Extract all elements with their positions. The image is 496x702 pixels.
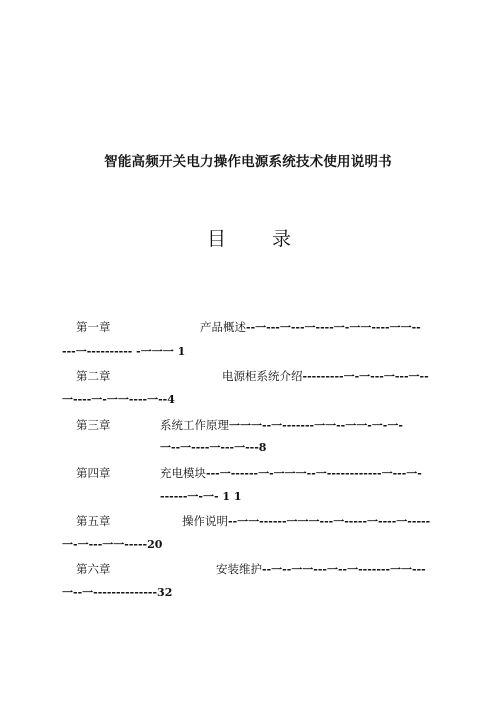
toc-entry-title: 操作说明 — [182, 514, 228, 528]
toc-entry-line2: ---一---------- -一一一 1 — [62, 345, 186, 358]
toc-entry-line2: 一----一-一一----一--4 — [62, 393, 175, 406]
toc-chapter-label: 第一章 — [76, 320, 111, 334]
toc-entry-line1 — [160, 466, 422, 481]
document-title: 智能高频开关电力操作电源系统技术使用说明书 — [104, 154, 392, 170]
toc-chapter-label: 第二章 — [76, 369, 111, 383]
toc-entry-title: 系统工作原理 — [160, 418, 229, 432]
toc-entry-line1 — [222, 369, 429, 384]
toc-entry-title: 充电模块 — [160, 466, 206, 480]
toc-entry-leader: --一--一一---一--一-------一一--- — [262, 563, 426, 576]
toc-entry-line1 — [200, 320, 421, 335]
toc-entry-line2: 一--一--------------32 — [62, 586, 173, 599]
toc-chapter-label: 第三章 — [76, 418, 111, 432]
toc-entry-line1 — [182, 514, 430, 529]
toc-entry-line2: 一--一----一---一---8 — [160, 441, 267, 454]
toc-entry-line2: ------一-一- 1 1 — [160, 490, 242, 503]
toc-entry-leader: 一一一--一-------一一--一一-一-一- — [229, 419, 403, 432]
toc-entry-leader: ---一------一-一一一--一------------一---一- — [206, 467, 422, 480]
toc-entry-line2: 一-一---一一-----20 — [62, 538, 163, 551]
toc-entry-leader: --一一------一一一---一-----一----一----- — [228, 515, 431, 528]
toc-entry-title: 安装维护 — [216, 562, 262, 576]
toc-heading-char-1: 目 — [207, 228, 227, 250]
toc-chapter-label: 第五章 — [76, 514, 111, 528]
toc-entry-line1 — [160, 418, 403, 433]
toc-chapter-label: 第六章 — [76, 562, 111, 576]
toc-entry-title: 产品概述 — [200, 320, 246, 334]
toc-heading-char-2: 录 — [272, 228, 292, 250]
toc-entry-title: 电源柜系统介绍 — [222, 369, 303, 383]
toc-entry-leader: --一---一---一----一-一一----一一-- — [246, 321, 421, 334]
toc-chapter-label: 第四章 — [76, 466, 111, 480]
toc-entry-line1 — [216, 562, 426, 577]
toc-entry-leader: ---------一-一---一---一-- — [302, 370, 429, 383]
